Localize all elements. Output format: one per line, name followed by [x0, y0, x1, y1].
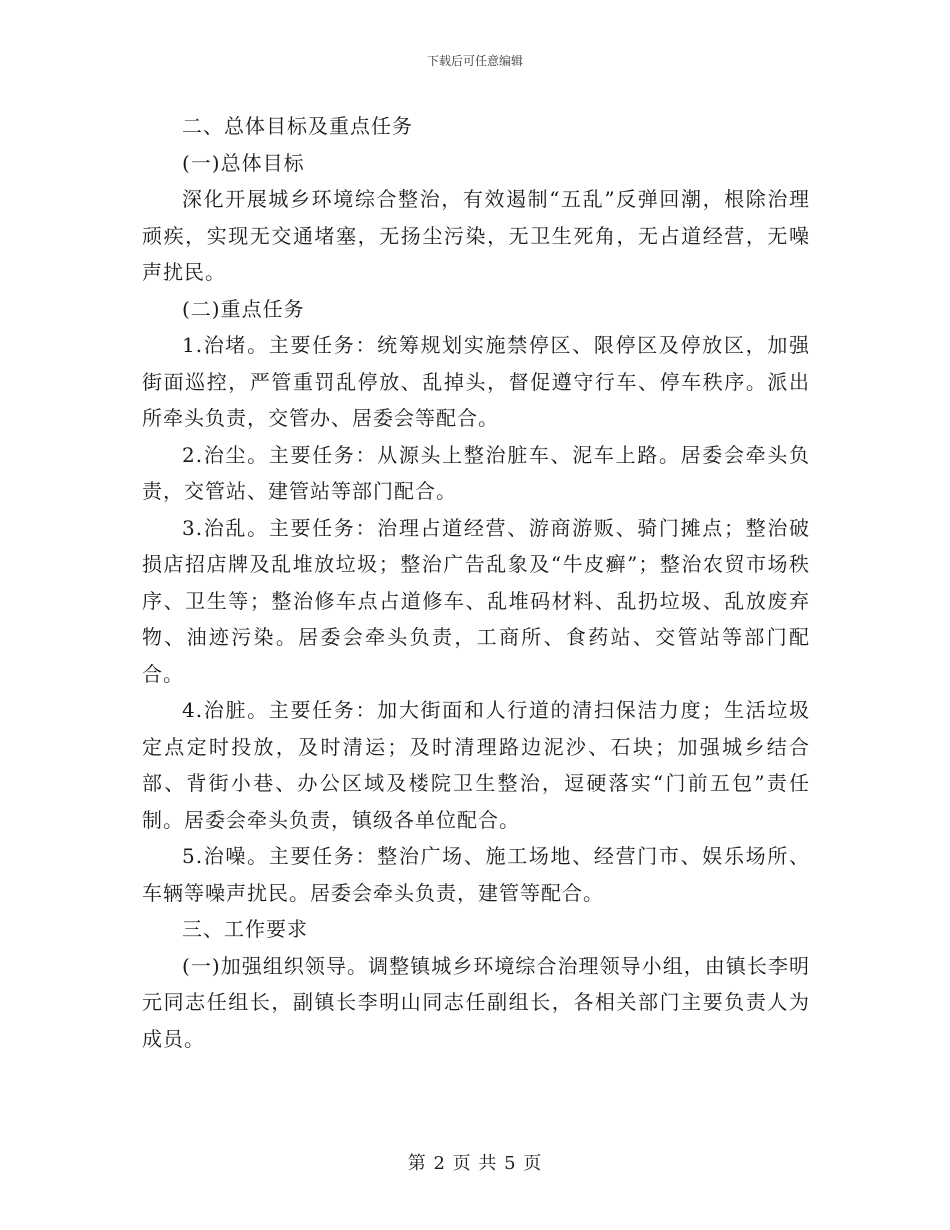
section-heading-work-requirements: 三、工作要求: [182, 917, 308, 941]
document-body: [142, 108, 810, 1057]
paragraph-overall-goal: 深化开展城乡环境综合整治，有效遏制“五乱”反弹回潮，根除治理顽疾，实现无交通堵塞，无扬尘污染，无卫生死角，无占道经营，无噪声扰民。: [142, 187, 810, 284]
paragraph-organization-leadership: (一)加强组织领导。调整镇城乡环境综合治理领导小组，由镇长李明元同志任组长，副镇长李明山同志任副组长，各相关部门主要负责人为成员。: [142, 953, 810, 1051]
paragraph-task-noise: 5.治噪。主要任务：整治广场、施工场地、经营门市、娱乐场所、车辆等噪声扰民。居委会牵头负责，建管等配合。: [142, 844, 810, 905]
paragraph-task-dirt: 4.治脏。主要任务：加大街面和人行道的清扫保洁力度；生活垃圾定点定时投放，及时清运；及时清理路边泥沙、石块；加强城乡结合部、背街小巷、办公区域及楼院卫生整治，逗硬落实“门前五包”责任制。居委会牵头负责，镇级各单位配合。: [142, 698, 810, 832]
page-header-note: 下载后可任意编辑: [426, 54, 523, 68]
paragraph-task-congestion: 1.治堵。主要任务：统筹规划实施禁停区、限停区及停放区，加强街面巡控，严管重罚乱停放、乱掉头，督促遵守行车、停车秩序。派出所牵头负责，交管办、居委会等配合。: [142, 333, 810, 430]
subsection-heading-overall-goal: (一)总体目标: [182, 150, 305, 175]
paragraph-task-disorder: 3.治乱。主要任务：治理占道经营、游商游贩、骑门摊点；整治破损店招店牌及乱堆放垃圾；整治广告乱象及“牛皮癣”；整治农贸市场秩序、卫生等；整治修车点占道修车、乱堆码材料、乱扔垃圾、乱放废弃物、油迹污染。居委会牵头负责，工商所、食药站、交管站等部门配合。: [142, 515, 810, 686]
paragraph-task-dust: 2.治尘。主要任务：从源头上整治脏车、泥车上路。居委会牵头负责，交管站、建管站等部门配合。: [142, 442, 810, 503]
subsection-heading-key-tasks: (二)重点任务: [182, 296, 305, 321]
page-number-footer: 第 2 页 共 5 页: [407, 1153, 543, 1174]
section-heading-overall-goals: 二、总体目标及重点任务: [182, 114, 413, 138]
